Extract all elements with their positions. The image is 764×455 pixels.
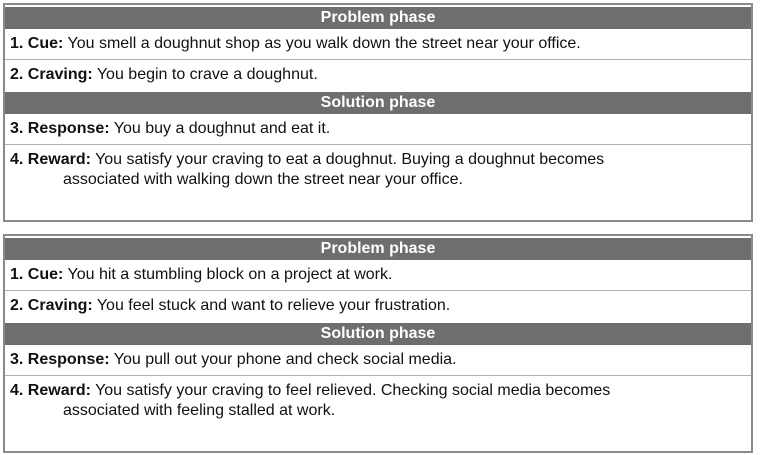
habit-table-doughnut — [3, 3, 753, 222]
craving-label: 2. Craving: — [10, 66, 93, 83]
response-row — [5, 345, 751, 375]
response-text: You buy a doughnut and eat it. — [109, 120, 331, 137]
habit-table-social-media — [3, 234, 753, 453]
craving-text: You feel stuck and want to relieve your frustration. — [92, 297, 451, 314]
cue-text: You smell a doughnut shop as you walk down the street near your office. — [63, 35, 581, 52]
cue-label: 1. Cue: — [10, 266, 64, 283]
cue-label: 1. Cue: — [10, 35, 64, 52]
response-row — [5, 114, 751, 144]
problem-phase-header: Problem phase — [5, 238, 751, 260]
craving-text: You begin to crave a doughnut. — [92, 66, 318, 83]
solution-phase-header: Solution phase — [5, 92, 751, 114]
solution-phase-header: Solution phase — [5, 323, 751, 345]
problem-phase-header: Problem phase — [5, 7, 751, 29]
cue-row — [5, 260, 751, 290]
craving-row — [5, 290, 751, 321]
craving-label: 2. Craving: — [10, 297, 93, 314]
reward-text: You satisfy your craving to eat a doughnut. Buying a doughnut becomes — [90, 151, 605, 168]
reward-continuation: associated with walking down the street near your office. — [63, 171, 463, 188]
cue-text: You hit a stumbling block on a project at work. — [63, 266, 393, 283]
cue-row — [5, 29, 751, 59]
response-label: 3. Response: — [10, 351, 110, 368]
response-text: You pull out your phone and check social media. — [109, 351, 457, 368]
reward-label: 4. Reward: — [10, 151, 91, 168]
response-label: 3. Response: — [10, 120, 110, 137]
craving-row — [5, 59, 751, 90]
reward-row — [5, 375, 751, 426]
reward-text: You satisfy your craving to feel relieved. Checking social media becomes — [90, 382, 611, 399]
reward-row — [5, 144, 751, 195]
reward-label: 4. Reward: — [10, 382, 91, 399]
reward-continuation: associated with feeling stalled at work. — [63, 402, 336, 419]
